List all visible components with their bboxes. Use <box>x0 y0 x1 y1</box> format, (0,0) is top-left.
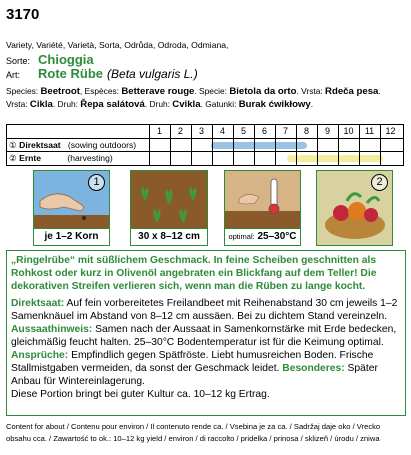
step-2-marker: 2 <box>371 174 388 191</box>
row-label-direktsaat: ① Direktsaat (sowing outdoors) <box>9 139 137 150</box>
sowing-calendar <box>6 124 404 166</box>
seed-count-caption: je 1–2 Korn <box>34 228 109 245</box>
thermometer-seed-icon <box>225 171 301 231</box>
art-latin: (Beta vulgaris L.) <box>107 67 198 81</box>
seedlings-icon <box>131 171 208 231</box>
ernte-bar <box>287 155 383 162</box>
month-11: 11 <box>364 126 375 136</box>
spacing-caption: 30 x 8–12 cm <box>131 228 207 245</box>
footer-line-1: Content for about / Contenu pour environ / Il contenuto rende ca. / Vsebina je za ca. / Sadržaj daje oko / Vrecko <box>6 422 381 431</box>
calendar-header-row <box>7 125 403 139</box>
tile-harvest <box>316 170 393 246</box>
art-line <box>6 66 198 81</box>
month-1: 1 <box>156 126 162 136</box>
month-12: 12 <box>385 126 396 136</box>
art-name: Rote Rübe <box>38 66 104 81</box>
tile-spacing <box>130 170 208 246</box>
variety-line: Variety, Variété, Varietà, Sorta, Odrůda, Odroda, Odmiana, <box>6 40 229 50</box>
tile-sowing-depth <box>33 170 110 246</box>
sorte-label: Sorte: <box>6 56 31 66</box>
month-5: 5 <box>240 126 246 136</box>
description-box <box>6 250 406 416</box>
month-7: 7 <box>282 126 288 136</box>
tile-temperature <box>224 170 301 246</box>
product-code: 3170 <box>6 6 40 23</box>
lead-text: „Ringelrübe“ mit süßlichem Geschmack. In feine Scheiben geschnitten als Rohkost oder kurz in Olivenöl angebraten ein Blickfang auf dem Teller! Die dekorativen Streifen verlieren sich, wenn man die Rüben zu lange kocht. <box>11 255 377 292</box>
calendar-row-direktsaat <box>7 139 403 153</box>
calendar-row-ernte <box>7 152 403 166</box>
month-9: 9 <box>324 126 330 136</box>
species-line-2: Vrsta: Cikla. Druh: Řepa salátová. Druh: Cvikla. Gatunki: Burak ćwikłowy. <box>6 99 314 110</box>
month-2: 2 <box>177 126 183 136</box>
species-line-1: Species: Beetroot, Espèces: Betterave rouge. Specie: Bietola da orto. Vrsta: Rdeča pesa. <box>6 86 381 97</box>
temperature-caption: optimal: 25–30°C <box>225 228 300 245</box>
direktsaat-bar <box>211 142 307 149</box>
month-4: 4 <box>219 126 225 136</box>
month-6: 6 <box>261 126 267 136</box>
month-10: 10 <box>343 126 354 136</box>
month-8: 8 <box>303 126 309 136</box>
cultivation-text: Direktsaat: Auf fein vorbereitetes Freilandbeet mit Reihenabstand 30 cm jeweils 1–2 Samenknäuel im Abstand von 8–12 cm aussäen. Bei zu dichtem Stand vereinzeln. Aussaathinweis: Samen nach der Aussaat in Samenkornstärke mit Erde bedecken, gleichmäßig feucht halten. 25–30°C Bodentemperatur ist für die Keimung optimal. Ansprüche: Empfindlich gegen Spätfröste. Liebt humusreichen Boden. Frische Stallmistgaben vermeiden, da sonst der Geschmack leidet. Besonderes: Später Anbau für Wintereinlagerung. Diese Portion bringt bei guter Kultur ca. 10–12 kg Ertrag. <box>11 298 398 400</box>
step-1-marker: 1 <box>88 174 105 191</box>
month-3: 3 <box>198 126 204 136</box>
art-label: Art: <box>6 70 21 80</box>
row-label-ernte: ② Ernte (harvesting) <box>9 153 113 163</box>
sorte-name: Chioggia <box>38 52 94 67</box>
sorte-line <box>6 52 94 67</box>
footer-line-2: obsahu cca. / Zawartość to ok.: 10–12 kg yield / environ / di raccolto / pridelka / prinosa / sklizeň / úrodu / zniwa <box>6 434 380 443</box>
